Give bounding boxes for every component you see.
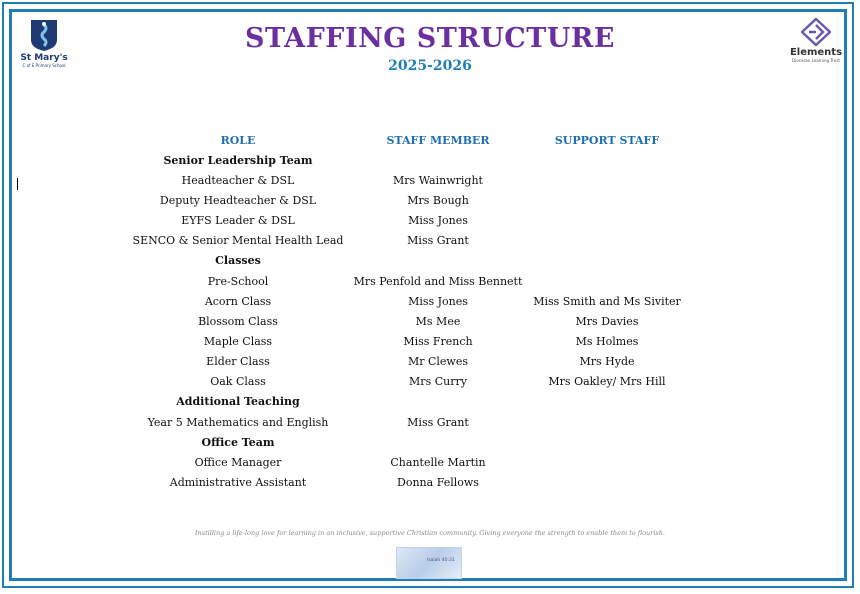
support-staff-cell: Ms Holmes xyxy=(575,334,639,348)
support-staff-cell: Miss Smith and Ms Siviter xyxy=(533,294,681,308)
support-staff-cell xyxy=(530,432,684,452)
table-row xyxy=(130,452,684,472)
role-cell: Acorn Class xyxy=(204,294,272,308)
scripture-reference: Isaiah 40:31 xyxy=(427,558,455,563)
school-motto: Instilling a life-long love for learning in an inclusive, supportive Christian community. Giving everyone the strength to enable them to flourish. xyxy=(194,529,665,537)
section-header-row xyxy=(130,251,684,271)
column-header-support-staff: SUPPORT STAFF xyxy=(554,133,660,147)
staff-member-cell: Donna Fellows xyxy=(397,475,479,489)
table-row xyxy=(130,412,684,432)
table-row xyxy=(130,311,684,331)
staff-member-cell: Mrs Bough xyxy=(407,193,469,207)
role-cell: Headteacher & DSL xyxy=(181,173,295,187)
role-cell: Pre-School xyxy=(207,274,269,288)
support-staff-cell xyxy=(530,150,684,170)
academic-year: 2025-2026 xyxy=(388,58,472,74)
table-row xyxy=(130,291,684,311)
table-row xyxy=(130,231,684,251)
role-cell: Oak Class xyxy=(210,375,266,389)
role-cell: EYFS Leader & DSL xyxy=(181,214,295,228)
school-logo-subtitle: C of E Primary School xyxy=(22,63,66,68)
staff-member-cell xyxy=(346,392,530,412)
scripture-banner xyxy=(396,547,462,579)
staff-member-cell: Miss Jones xyxy=(408,214,468,228)
staff-member-cell: Mrs Wainwright xyxy=(393,173,483,187)
role-cell: Elder Class xyxy=(206,355,270,369)
table-row xyxy=(130,372,684,392)
table-row xyxy=(130,211,684,231)
support-staff-cell xyxy=(530,190,684,210)
staff-member-cell: Miss French xyxy=(403,334,473,348)
role-cell: Blossom Class xyxy=(198,314,278,328)
support-staff-cell xyxy=(530,211,684,231)
support-staff-cell xyxy=(530,271,684,291)
staff-member-cell xyxy=(346,251,530,271)
section-header-row xyxy=(130,392,684,412)
table-row xyxy=(130,472,684,492)
staff-member-cell: Mrs Curry xyxy=(409,375,467,389)
staff-member-cell: Miss Grant xyxy=(407,415,469,429)
role-cell: Office Manager xyxy=(194,455,282,469)
role-cell: Classes xyxy=(215,254,261,268)
role-cell: Deputy Headteacher & DSL xyxy=(159,193,317,207)
staff-member-cell xyxy=(346,150,530,170)
section-header-row xyxy=(130,150,684,170)
table-row xyxy=(130,190,684,210)
staff-member-cell xyxy=(346,432,530,452)
support-staff-cell xyxy=(530,170,684,190)
role-cell: Additional Teaching xyxy=(176,395,300,409)
role-cell: Maple Class xyxy=(203,334,273,348)
staff-member-cell: Miss Jones xyxy=(408,294,468,308)
staff-member-cell: Mr Clewes xyxy=(407,355,469,369)
page-title: STAFFING STRUCTURE xyxy=(245,23,615,54)
trust-logo-name: Elements xyxy=(789,47,843,58)
staff-member-cell: Ms Mee xyxy=(415,314,461,328)
support-staff-cell: Mrs Hyde xyxy=(579,355,635,369)
support-staff-cell xyxy=(530,412,684,432)
support-staff-cell xyxy=(530,472,684,492)
staff-member-cell: Miss Grant xyxy=(407,234,469,248)
table-header-row xyxy=(130,130,684,150)
role-cell: Year 5 Mathematics and English xyxy=(147,415,329,429)
support-staff-cell: Mrs Davies xyxy=(575,314,639,328)
support-staff-cell: Mrs Oakley/ Mrs Hill xyxy=(548,375,666,389)
staffing-table xyxy=(130,130,684,493)
support-staff-cell xyxy=(530,251,684,271)
table-row xyxy=(130,170,684,190)
column-header-role: ROLE xyxy=(220,133,256,147)
table-row xyxy=(130,271,684,291)
support-staff-cell xyxy=(530,452,684,472)
trust-logo-subtitle: Diocesan Learning Trust xyxy=(792,58,840,63)
staff-member-cell: Chantelle Martin xyxy=(390,455,486,469)
text-cursor xyxy=(17,178,18,190)
section-header-row xyxy=(130,432,684,452)
table-row xyxy=(130,352,684,372)
table-row xyxy=(130,331,684,351)
role-cell: SENCO & Senior Mental Health Lead xyxy=(132,234,344,248)
school-logo-name: St Mary's xyxy=(20,53,68,63)
role-cell: Administrative Assistant xyxy=(169,475,307,489)
support-staff-cell xyxy=(530,392,684,412)
role-cell: Senior Leadership Team xyxy=(163,153,313,167)
role-cell: Office Team xyxy=(201,435,275,449)
support-staff-cell xyxy=(530,231,684,251)
staff-member-cell: Mrs Penfold and Miss Bennett xyxy=(353,274,523,288)
column-header-staff-member: STAFF MEMBER xyxy=(386,133,490,147)
